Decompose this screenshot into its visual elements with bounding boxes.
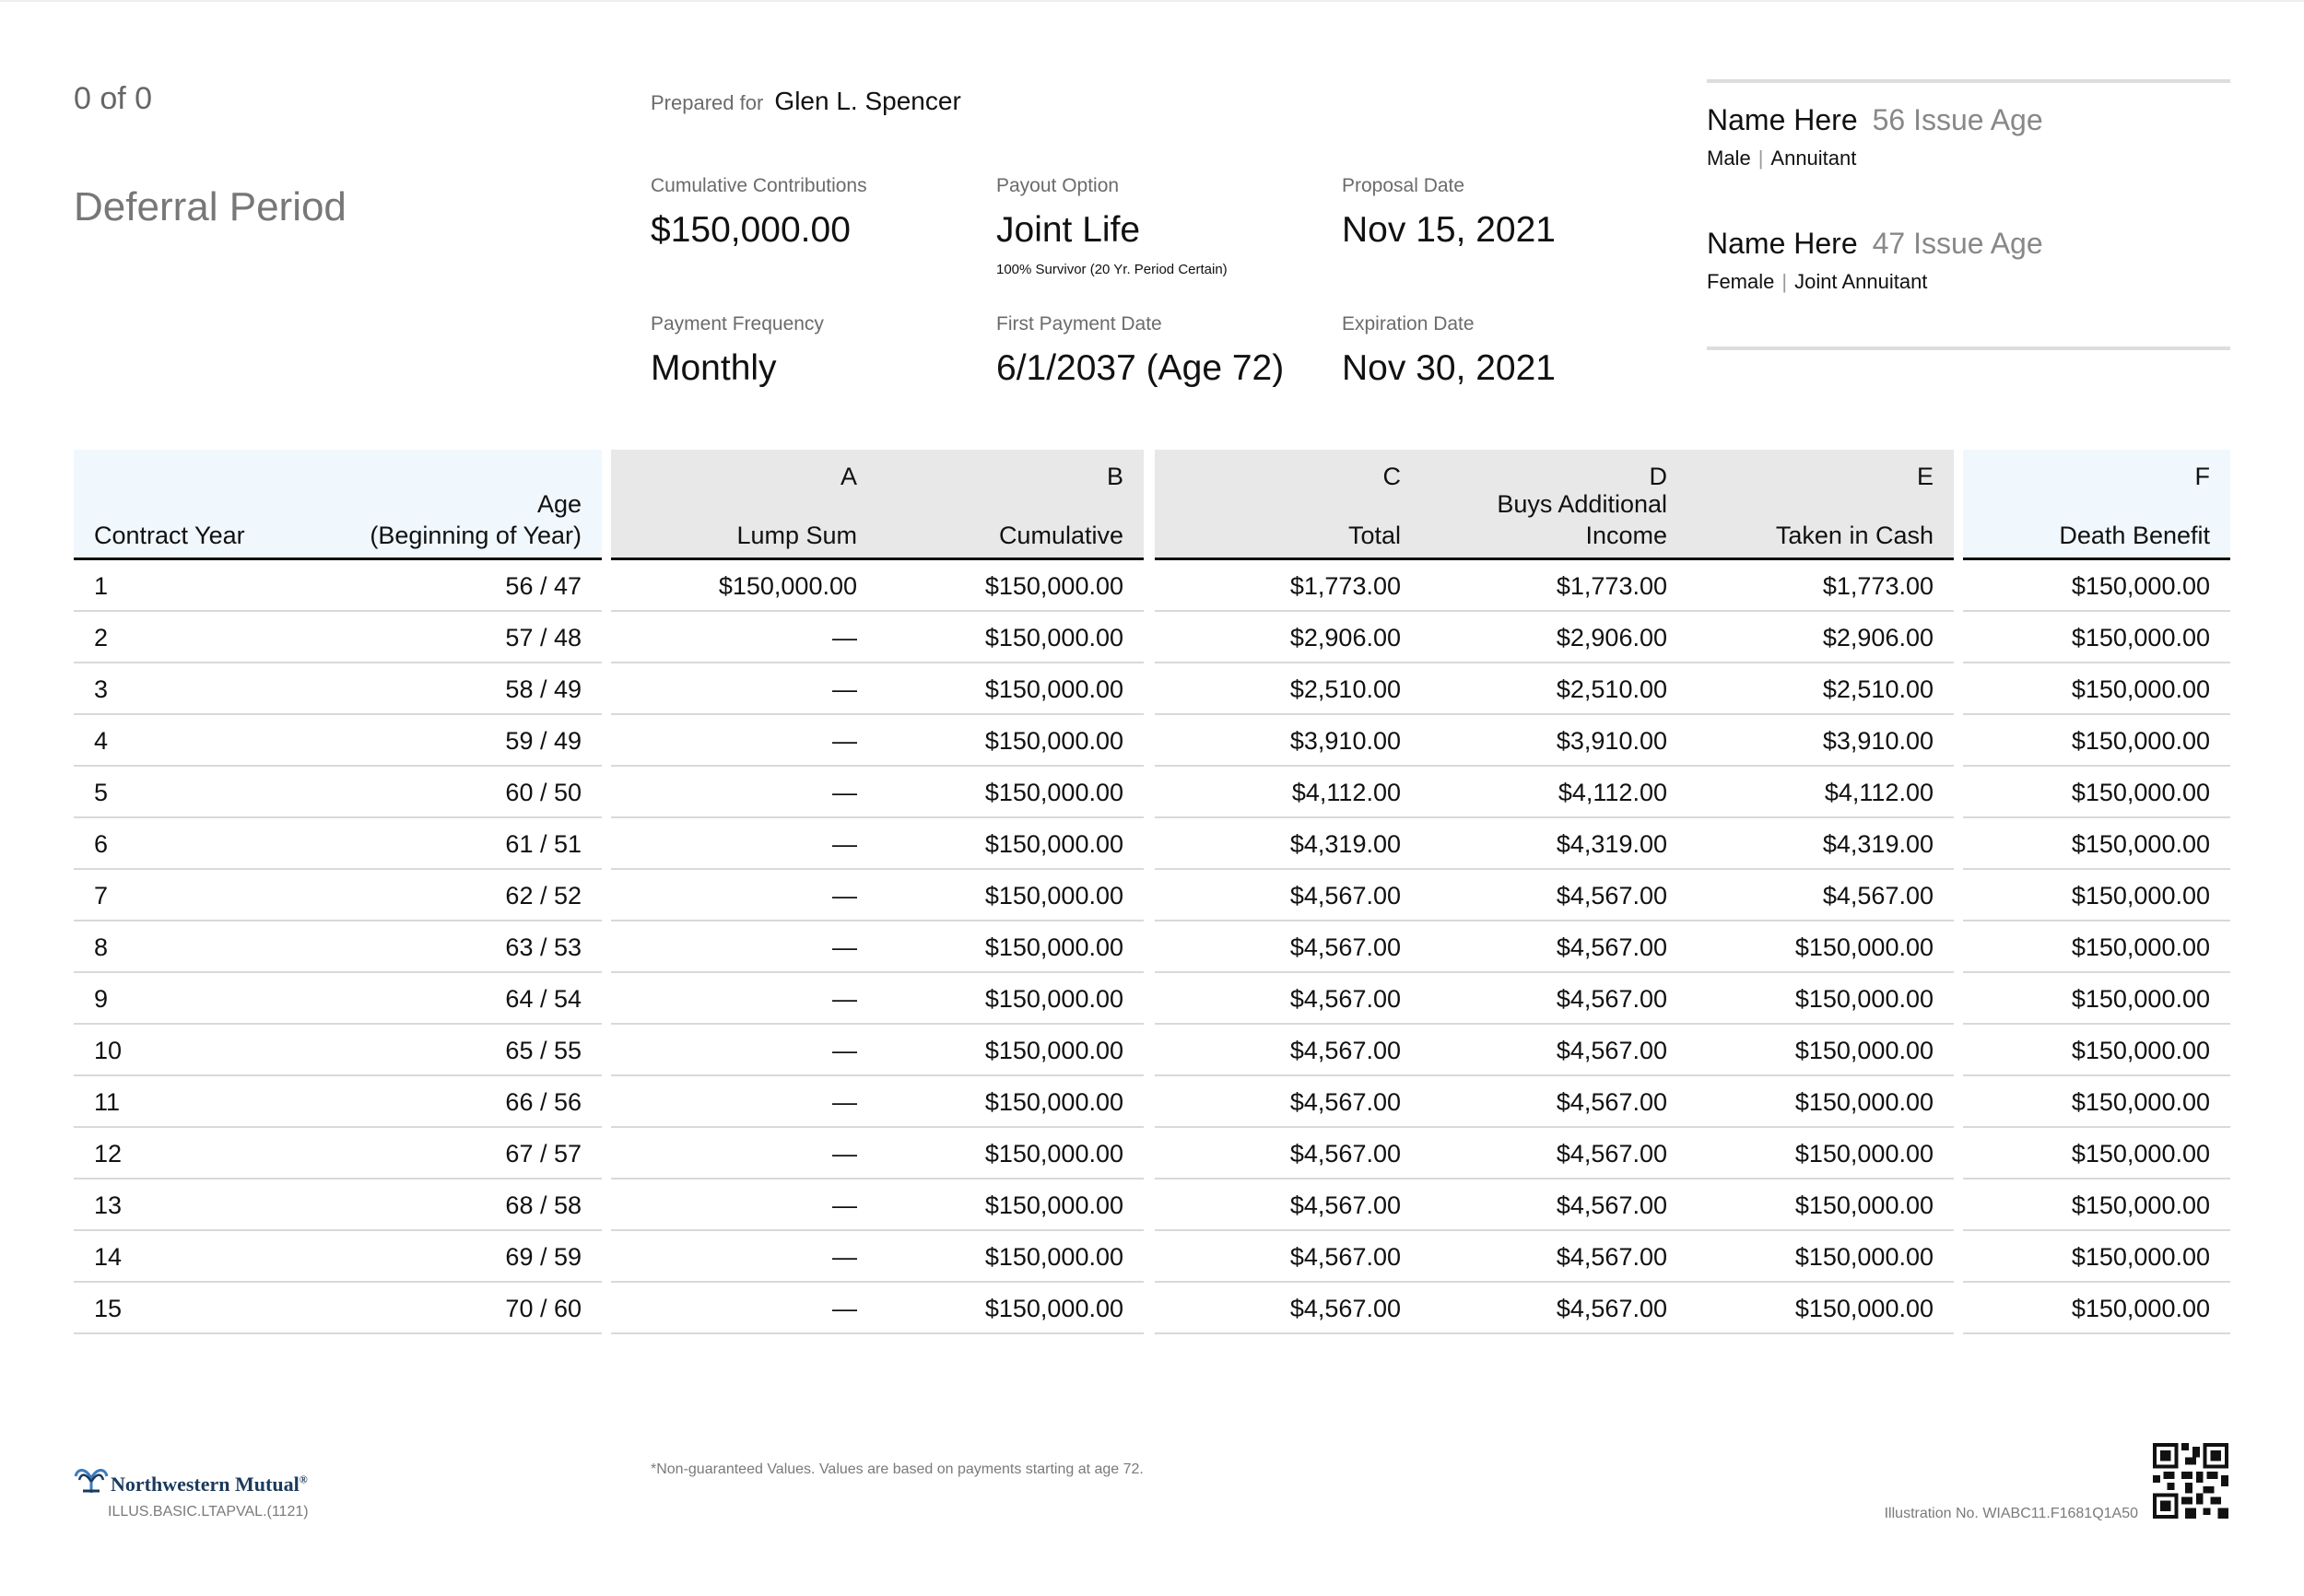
footnote: *Non-guaranteed Values. Values are based on payments starting at age 72. <box>651 1461 1144 1477</box>
cell-lump-sum: — <box>832 1088 857 1116</box>
cell-buys-additional-income: $4,567.00 <box>1556 1088 1667 1116</box>
table-block-death-benefit <box>1963 450 2230 1334</box>
cell-death-benefit: $150,000.00 <box>2071 1191 2210 1219</box>
cell-cumulative: $150,000.00 <box>984 779 1123 806</box>
cell-total: $4,567.00 <box>1289 933 1401 961</box>
cell-total: $4,567.00 <box>1289 1295 1401 1322</box>
annuitant-gender: Male <box>1707 147 1751 170</box>
cell-buys-additional-income: $4,112.00 <box>1558 779 1667 806</box>
cell-cumulative: $150,000.00 <box>984 830 1123 858</box>
table-row <box>611 818 1144 870</box>
cell-contract-year: 9 <box>94 985 109 1013</box>
cell-taken-in-cash: $150,000.00 <box>1794 985 1934 1013</box>
table-row <box>1155 560 1954 612</box>
cell-contract-year: 7 <box>94 882 109 909</box>
prepared-for <box>651 87 961 116</box>
payout-option-detail: 100% Survivor (20 Yr. Period Certain) <box>996 262 1228 277</box>
cell-death-benefit: $150,000.00 <box>2071 727 2210 755</box>
table-row <box>611 973 1144 1025</box>
cell-contract-year: 8 <box>94 933 109 961</box>
cell-lump-sum: — <box>832 830 857 858</box>
header-age <box>313 450 602 557</box>
cell-age: 69 / 59 <box>505 1243 582 1271</box>
header-label: Total <box>1347 522 1401 549</box>
cell-buys-additional-income: $4,319.00 <box>1556 830 1667 858</box>
table-row <box>1155 663 1954 715</box>
table-row <box>1963 973 2230 1025</box>
cell-death-benefit: $150,000.00 <box>2071 675 2210 703</box>
table-row <box>1963 612 2230 663</box>
cell-total: $4,567.00 <box>1289 985 1401 1013</box>
cell-age: 65 / 55 <box>505 1037 582 1064</box>
cell-contract-year: 10 <box>94 1037 123 1064</box>
cell-lump-sum: — <box>832 1295 857 1322</box>
page-count: 0 of 0 <box>74 81 153 116</box>
cell-contract-year: 3 <box>94 675 109 703</box>
header-a <box>611 450 877 557</box>
cell-age: 63 / 53 <box>505 933 582 961</box>
table-row <box>1155 1283 1954 1334</box>
cell-age: 66 / 56 <box>505 1088 582 1116</box>
annuitant-role: Joint Annuitant <box>1794 270 1928 293</box>
column-letter: D <box>1649 463 1667 490</box>
annuitant-joint <box>1707 227 2043 294</box>
table-header <box>1963 450 2230 560</box>
cell-cumulative: $150,000.00 <box>984 933 1123 961</box>
cell-contract-year: 6 <box>94 830 109 858</box>
cell-buys-additional-income: $4,567.00 <box>1556 985 1667 1013</box>
cell-cumulative: $150,000.00 <box>984 1037 1123 1064</box>
cell-death-benefit: $150,000.00 <box>2071 933 2210 961</box>
illustration-number: Illustration No. WIABC11.F1681Q1A50 <box>1884 1506 2138 1521</box>
table-row <box>1963 921 2230 973</box>
first-payment-date <box>996 313 1284 389</box>
cell-buys-additional-income: $4,567.00 <box>1556 1140 1667 1168</box>
cell-total: $4,112.00 <box>1291 779 1401 806</box>
table-row <box>1155 767 1954 818</box>
cell-buys-additional-income: $4,567.00 <box>1556 933 1667 961</box>
brand-name: Northwestern Mutual <box>111 1473 300 1496</box>
cell-cumulative: $150,000.00 <box>984 675 1123 703</box>
prepared-label: Prepared for <box>651 91 764 114</box>
cell-lump-sum: — <box>832 1140 857 1168</box>
table-row <box>1963 1283 2230 1334</box>
field-label: First Payment Date <box>996 313 1162 334</box>
fountain-logo-icon <box>74 1465 109 1495</box>
column-letter: B <box>1106 463 1123 490</box>
cell-death-benefit: $150,000.00 <box>2071 985 2210 1013</box>
header-label: (Beginning of Year) <box>370 522 582 549</box>
header-label: Age <box>536 490 582 518</box>
cell-lump-sum: — <box>832 1191 857 1219</box>
table-block-contributions <box>611 450 1144 1334</box>
cell-total: $4,567.00 <box>1289 1140 1401 1168</box>
table-header <box>1155 450 1954 560</box>
cell-death-benefit: $150,000.00 <box>2071 1295 2210 1322</box>
field-value: Nov 15, 2021 <box>1342 210 1557 250</box>
payment-frequency <box>651 313 824 389</box>
cell-contract-year: 15 <box>94 1295 123 1322</box>
field-value: Nov 30, 2021 <box>1342 348 1557 388</box>
cell-taken-in-cash: $3,910.00 <box>1822 727 1934 755</box>
cell-death-benefit: $150,000.00 <box>2071 882 2210 909</box>
cell-taken-in-cash: $2,906.00 <box>1822 624 1934 651</box>
cell-total: $4,567.00 <box>1289 882 1401 909</box>
annuitant-issue-age: 47 Issue Age <box>1872 227 2043 260</box>
column-letter: F <box>2194 463 2210 490</box>
annuitant-name: Name Here <box>1707 103 1858 136</box>
table-row <box>611 1283 1144 1334</box>
table-row <box>1963 663 2230 715</box>
cell-total: $3,910.00 <box>1289 727 1401 755</box>
proposal-date <box>1342 175 1556 251</box>
field-label: Payment Frequency <box>651 313 824 334</box>
form-code: ILLUS.BASIC.LTAPVAL.(1121) <box>108 1504 309 1520</box>
field-label: Expiration Date <box>1342 313 1475 334</box>
table-row <box>611 921 1144 973</box>
cell-cumulative: $150,000.00 <box>984 727 1123 755</box>
cumulative-contributions <box>651 175 867 251</box>
column-letter: C <box>1382 463 1401 490</box>
field-value: Monthly <box>651 348 777 388</box>
cell-lump-sum: — <box>832 727 857 755</box>
cell-lump-sum: — <box>832 985 857 1013</box>
table-row <box>1963 1179 2230 1231</box>
cell-contract-year: 4 <box>94 727 109 755</box>
cell-age: 60 / 50 <box>505 779 582 806</box>
table-row <box>1963 715 2230 767</box>
cell-buys-additional-income: $2,906.00 <box>1556 624 1667 651</box>
annuitant-gender: Female <box>1707 270 1775 293</box>
cell-death-benefit: $150,000.00 <box>2071 1140 2210 1168</box>
client-name: Glen L. Spencer <box>774 87 961 115</box>
annuitant-name: Name Here <box>1707 227 1858 260</box>
cell-contract-year: 1 <box>94 572 109 600</box>
cell-death-benefit: $150,000.00 <box>2071 1088 2210 1116</box>
annuitant-role: Annuitant <box>1770 147 1857 170</box>
cell-age: 67 / 57 <box>505 1140 582 1168</box>
table-row <box>74 1076 602 1128</box>
table-row <box>1155 1128 1954 1179</box>
cell-contract-year: 5 <box>94 779 109 806</box>
cell-death-benefit: $150,000.00 <box>2071 1243 2210 1271</box>
header-label: Taken in Cash <box>1775 522 1934 549</box>
cell-total: $4,319.00 <box>1289 830 1401 858</box>
table-body <box>74 560 602 1334</box>
table-row <box>611 870 1144 921</box>
cell-total: $4,567.00 <box>1289 1191 1401 1219</box>
table-row <box>1963 1076 2230 1128</box>
cell-lump-sum: — <box>832 779 857 806</box>
field-value: $150,000.00 <box>651 210 851 250</box>
cell-taken-in-cash: $150,000.00 <box>1794 1140 1934 1168</box>
table-row <box>611 663 1144 715</box>
header-f <box>1963 450 2230 557</box>
northwestern-mutual-logo <box>74 1465 308 1499</box>
cell-cumulative: $150,000.00 <box>984 572 1123 600</box>
table-row <box>611 715 1144 767</box>
header-b <box>877 450 1144 557</box>
table-row <box>611 1179 1144 1231</box>
table-row <box>1155 1076 1954 1128</box>
table-row <box>1155 870 1954 921</box>
table-row <box>74 870 602 921</box>
cell-buys-additional-income: $4,567.00 <box>1556 882 1667 909</box>
cell-contract-year: 2 <box>94 624 109 651</box>
table-row <box>1963 870 2230 921</box>
cell-age: 68 / 58 <box>505 1191 582 1219</box>
table-row <box>1963 818 2230 870</box>
meta-divider: | <box>1781 270 1788 293</box>
header-contract-year <box>74 450 313 557</box>
table-row <box>1155 818 1954 870</box>
cell-age: 64 / 54 <box>505 985 582 1013</box>
cell-taken-in-cash: $4,112.00 <box>1824 779 1934 806</box>
table-row <box>74 1179 602 1231</box>
field-label: Proposal Date <box>1342 175 1465 196</box>
top-divider <box>0 0 2304 2</box>
header-label: Lump Sum <box>736 522 857 549</box>
cell-contract-year: 13 <box>94 1191 123 1219</box>
table-row <box>1155 921 1954 973</box>
table-row <box>611 1128 1144 1179</box>
header-label: Death Benefit <box>2059 522 2210 549</box>
cell-cumulative: $150,000.00 <box>984 985 1123 1013</box>
cell-lump-sum: — <box>832 933 857 961</box>
header-label: Buys Additional <box>1497 490 1667 518</box>
table-header <box>74 450 602 560</box>
table-row <box>74 921 602 973</box>
cell-cumulative: $150,000.00 <box>984 1140 1123 1168</box>
cell-death-benefit: $150,000.00 <box>2071 1037 2210 1064</box>
cell-cumulative: $150,000.00 <box>984 624 1123 651</box>
cell-buys-additional-income: $1,773.00 <box>1556 572 1667 600</box>
cell-total: $4,567.00 <box>1289 1088 1401 1116</box>
table-row <box>1155 715 1954 767</box>
payout-option <box>996 175 1228 277</box>
cell-buys-additional-income: $4,567.00 <box>1556 1191 1667 1219</box>
table-row <box>74 715 602 767</box>
annuitant-primary <box>1707 103 2043 170</box>
cell-death-benefit: $150,000.00 <box>2071 830 2210 858</box>
cell-lump-sum: — <box>832 675 857 703</box>
table-row <box>611 1025 1144 1076</box>
cell-total: $2,906.00 <box>1289 624 1401 651</box>
table-row <box>1155 973 1954 1025</box>
table-row <box>1963 1231 2230 1283</box>
cell-lump-sum: — <box>832 1037 857 1064</box>
cell-buys-additional-income: $3,910.00 <box>1556 727 1667 755</box>
cell-cumulative: $150,000.00 <box>984 1243 1123 1271</box>
table-row <box>1155 1025 1954 1076</box>
table-row <box>1963 1128 2230 1179</box>
table-body <box>1155 560 1954 1334</box>
cell-taken-in-cash: $150,000.00 <box>1794 1191 1934 1219</box>
table-row <box>611 767 1144 818</box>
table-row <box>1963 1025 2230 1076</box>
cell-taken-in-cash: $150,000.00 <box>1794 1088 1934 1116</box>
cell-taken-in-cash: $2,510.00 <box>1822 675 1934 703</box>
cell-contract-year: 12 <box>94 1140 123 1168</box>
table-row <box>1155 1179 1954 1231</box>
header-e <box>1687 450 1954 557</box>
table-row <box>611 612 1144 663</box>
table-row <box>74 1283 602 1334</box>
table-body <box>1963 560 2230 1334</box>
cell-buys-additional-income: $4,567.00 <box>1556 1295 1667 1322</box>
cell-taken-in-cash: $4,319.00 <box>1822 830 1934 858</box>
cell-cumulative: $150,000.00 <box>984 1088 1123 1116</box>
cell-age: 57 / 48 <box>505 624 582 651</box>
cell-buys-additional-income: $4,567.00 <box>1556 1243 1667 1271</box>
cell-lump-sum: — <box>832 624 857 651</box>
cell-age: 59 / 49 <box>505 727 582 755</box>
cell-lump-sum: — <box>832 882 857 909</box>
field-label: Cumulative Contributions <box>651 175 867 196</box>
table-row <box>74 612 602 663</box>
qr-code-icon <box>2153 1443 2228 1519</box>
cell-taken-in-cash: $150,000.00 <box>1794 933 1934 961</box>
table-row <box>611 1231 1144 1283</box>
section-title: Deferral Period <box>74 184 347 229</box>
column-letter: A <box>840 463 857 490</box>
cell-taken-in-cash: $150,000.00 <box>1794 1295 1934 1322</box>
table-row <box>1963 560 2230 612</box>
table-row <box>1155 612 1954 663</box>
annuitants-panel <box>1707 79 2230 350</box>
cell-buys-additional-income: $2,510.00 <box>1556 675 1667 703</box>
brand-mark: ® <box>299 1473 308 1486</box>
table-row <box>74 1231 602 1283</box>
cell-age: 70 / 60 <box>505 1295 582 1322</box>
cell-total: $4,567.00 <box>1289 1037 1401 1064</box>
header-label: Contract Year <box>94 522 245 549</box>
table-row <box>74 1128 602 1179</box>
table-row <box>1963 767 2230 818</box>
meta-divider: | <box>1757 147 1764 170</box>
cell-total: $1,773.00 <box>1289 572 1401 600</box>
cell-contract-year: 14 <box>94 1243 123 1271</box>
field-value: 6/1/2037 (Age 72) <box>996 348 1285 388</box>
header-d <box>1421 450 1687 557</box>
column-letter: E <box>1916 463 1934 490</box>
expiration-date <box>1342 313 1556 389</box>
header-label: Income <box>1585 522 1667 549</box>
cell-cumulative: $150,000.00 <box>984 1295 1123 1322</box>
table-row <box>611 560 1144 612</box>
table-header <box>611 450 1144 560</box>
cell-age: 58 / 49 <box>505 675 582 703</box>
cell-cumulative: $150,000.00 <box>984 882 1123 909</box>
cell-death-benefit: $150,000.00 <box>2071 779 2210 806</box>
table-row <box>74 818 602 870</box>
cell-lump-sum: $150,000.00 <box>718 572 857 600</box>
cell-age: 61 / 51 <box>505 830 582 858</box>
table-row <box>74 560 602 612</box>
cell-taken-in-cash: $150,000.00 <box>1794 1243 1934 1271</box>
cell-total: $2,510.00 <box>1289 675 1401 703</box>
cell-taken-in-cash: $150,000.00 <box>1794 1037 1934 1064</box>
cell-contract-year: 11 <box>94 1088 121 1116</box>
cell-death-benefit: $150,000.00 <box>2071 624 2210 651</box>
table-row <box>74 973 602 1025</box>
field-label: Payout Option <box>996 175 1120 196</box>
cell-total: $4,567.00 <box>1289 1243 1401 1271</box>
cell-age: 56 / 47 <box>505 572 582 600</box>
cell-taken-in-cash: $4,567.00 <box>1822 882 1934 909</box>
table-body <box>611 560 1144 1334</box>
annuitant-issue-age: 56 Issue Age <box>1872 103 2043 136</box>
table-block-income <box>1155 450 1954 1334</box>
table-row <box>74 663 602 715</box>
header-c <box>1155 450 1421 557</box>
table-row <box>611 1076 1144 1128</box>
header-label: Cumulative <box>998 522 1123 549</box>
cell-age: 62 / 52 <box>505 882 582 909</box>
cell-taken-in-cash: $1,773.00 <box>1822 572 1934 600</box>
cell-buys-additional-income: $4,567.00 <box>1556 1037 1667 1064</box>
table-row <box>74 1025 602 1076</box>
cell-cumulative: $150,000.00 <box>984 1191 1123 1219</box>
table-row <box>74 767 602 818</box>
cell-death-benefit: $150,000.00 <box>2071 572 2210 600</box>
cell-lump-sum: — <box>832 1243 857 1271</box>
field-value: Joint Life <box>996 210 1141 250</box>
table-block-year-age <box>74 450 602 1334</box>
table-row <box>1155 1231 1954 1283</box>
